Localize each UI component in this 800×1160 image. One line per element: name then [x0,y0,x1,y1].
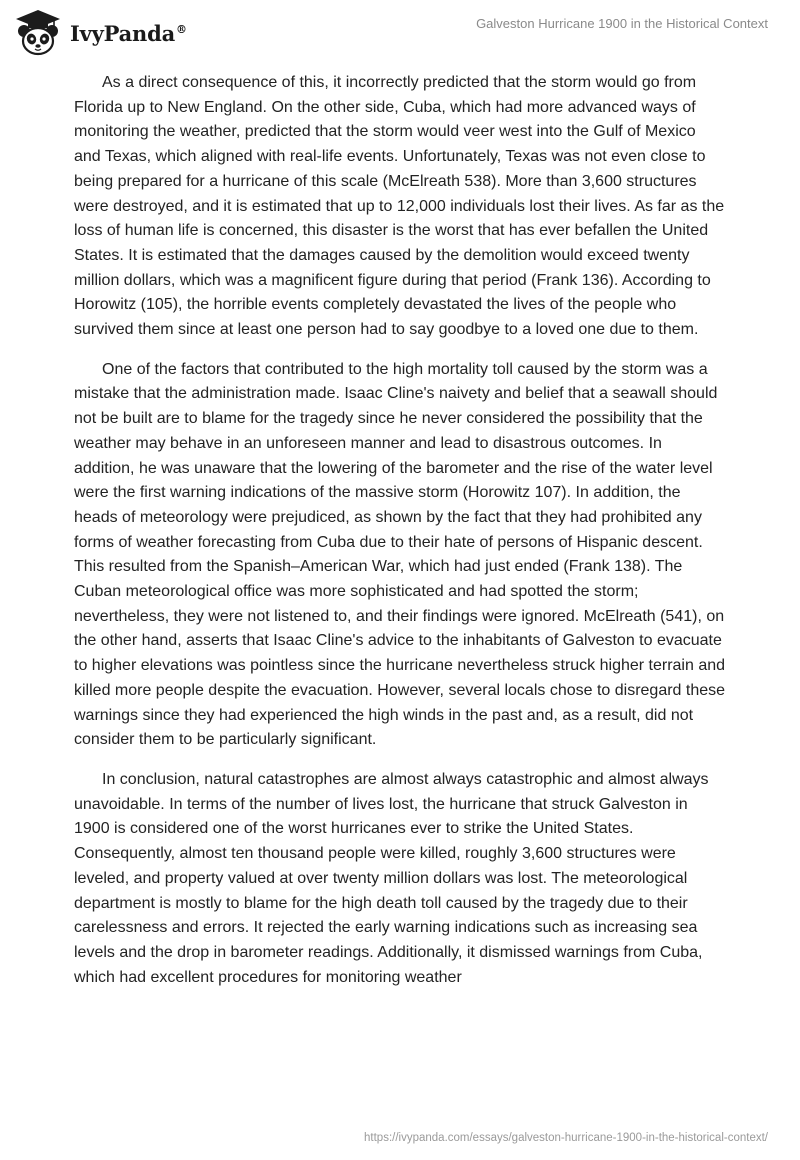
brand-name [70,21,187,46]
essay-body [74,71,726,1005]
brand-logo[interactable] [14,8,187,56]
brand-name-text: IvyPanda [70,20,176,46]
paragraph: One of the factors that contributed to the high mortality toll caused by the storm was a mistake that the administration made. Isaac Cline's naivety and belief that a seawall should not be built are to blame for the tragedy since he never considered the possibility that the weather may behave in an unforeseen manner and lead to disastrous outcomes. In addition, he was unaware that the lowering of the barometer and the rise of the water level were the first warning indications of the massive storm (Horowitz 107). In addition, the heads of meteorology were prejudiced, as shown by the fact that they had prohibited any forms of weather forecasting from Cuba due to their hate of persons of Hispanic descent. This resulted from the Spanish–American War, which had just ended (Frank 138). The Cuban meteorological office was more sophisticated and had spotted the storm; nevertheless, they were not listened to, and their findings were ignored. McElreath (541), on the other hand, asserts that Isaac Cline's advice to the inhabitants of Galveston to evacuate to higher elevations was pointless since the hurricane nevertheless struck higher terrain and killed more people despite the evacuation. However, several locals chose to disregard these warnings since they had experienced the high winds in the past and, as a result, did not consider them to be particularly significant. [74,360,726,749]
paragraph: As a direct consequence of this, it incorrectly predicted that the storm would go from Florida up to New England. On the other side, Cuba, which had more advanced ways of monitoring the weather, predicted that the storm would veer west into the Gulf of Mexico and Texas, which aligned with real-life events. Unfortunately, Texas was not even close to being prepared for a hurricane of this scale (McElreath 538). More than 3,600 structures were destroyed, and it is estimated that up to 12,000 individuals lost their lives. As far as the loss of human life is concerned, this disaster is the worst that has ever befallen the United States. It is estimated that the damages caused by the demolition would exceed twenty million dollars, which was a magnificent figure during that period (Frank 136). According to Horowitz (105), the horrible events completely devastated the lives of the people who survived them since at least one person had to say goodbye to a loved one due to them. [74,74,725,339]
source-url-link[interactable]: https://ivypanda.com/essays/galveston-hurricane-1900-in-the-historical-context/ [364,1132,768,1144]
panda-graduate-icon [14,8,62,56]
brand-registered-mark: ® [176,22,187,36]
paragraph: In conclusion, natural catastrophes are almost always catastrophic and almost always unavoidable. In terms of the number of lives lost, the hurricane that struck Galveston in 1900 is considered one of the worst hurricanes ever to strike the United States. Consequently, almost ten thousand people were killed, roughly 3,600 structures were leveled, and property valued at over twenty million dollars was lost. The meteorological department is mostly to blame for the high death toll caused by the tragedy due to their carelessness and errors. It rejected the early warning indications such as increasing sea levels and the drop in barometer readings. Additionally, it dismissed warnings from Cuba, which had excellent procedures for monitoring weather [74,770,709,986]
page-header [0,0,800,64]
document-title: Galveston Hurricane 1900 in the Historical Context [476,16,768,31]
